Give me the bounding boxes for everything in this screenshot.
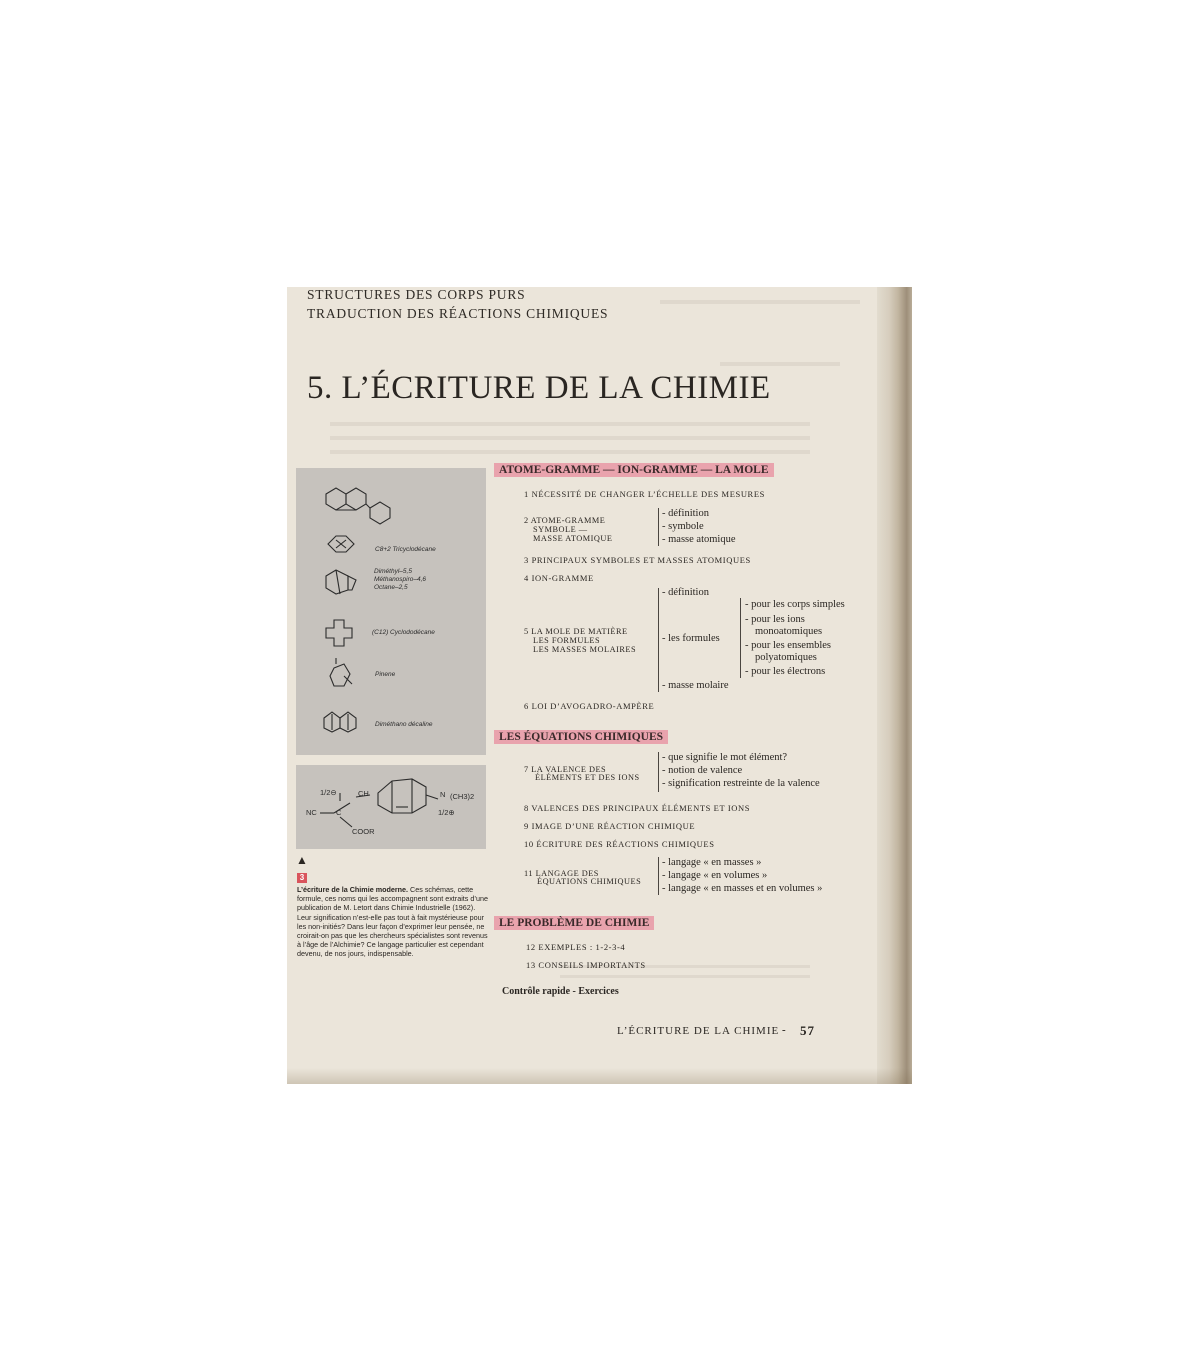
formula-nc: NC: [306, 808, 317, 817]
toc-sub-nested: - pour les ions: [745, 614, 805, 625]
toc-item-11-line1: 11 LANGAGE DES: [524, 869, 599, 878]
section-title-mole: ATOME-GRAMME — ION-GRAMME — LA MOLE: [494, 463, 774, 477]
label-methanospiro: Méthanospiro–4,6: [374, 576, 427, 583]
formula-ch3: (CH3)2: [450, 792, 475, 801]
formula-coor: COOR: [352, 827, 375, 836]
toc-item-10: 10 ÉCRITURE DES RÉACTIONS CHIMIQUES: [524, 839, 715, 849]
figure-caption: [297, 885, 490, 959]
show-through: [330, 450, 810, 454]
show-through: [660, 300, 860, 304]
formula-half-top: 1/2⊖: [320, 788, 337, 797]
section-title-probleme: LE PROBLÈME DE CHIMIE: [494, 916, 654, 930]
caption-text: Ces schémas, cette formule, ces noms qui les accompagnent sont extraits d’une publication de M. Letort dans Chimie Industrielle (1962). Leur signification n’est-elle pas tout à fait mystérieuse pour les non-initiés? Dans leur façon d’exprimer leur pensée, ne croirait-on pas que les chercheurs spécialistes sont revenus à l’âge de l’Alchimie? Ce langage particulier est cependant devenu, de nos jours, indispensable.: [297, 885, 488, 959]
toc-item-5-line3: LES MASSES MOLAIRES: [533, 645, 637, 654]
toc-item-2-line1: 2 ATOME-GRAMME: [524, 516, 606, 525]
toc-item-1: 1 NÉCESSITÉ DE CHANGER L’ÉCHELLE DES MESURES: [524, 489, 765, 499]
brace: [658, 508, 659, 546]
toc-item-5-line1: 5 LA MOLE DE MATIÈRE: [524, 627, 628, 636]
formula-half-bottom: 1/2⊕: [438, 808, 455, 817]
toc-sub-nested: polyatomiques: [755, 652, 817, 663]
toc-item-4: 4 ION-GRAMME: [524, 573, 594, 583]
toc-item-12: 12 EXEMPLES : 1-2-3-4: [526, 942, 626, 952]
toc-sub: - signification restreinte de la valence: [662, 778, 820, 789]
toc-sub: - langage « en masses »: [662, 857, 762, 868]
label-dimethanodecaline: Diméthano décaline: [375, 721, 433, 728]
toc-sub: - que signifie le mot élément?: [662, 752, 788, 763]
show-through: [330, 436, 810, 440]
page-title: 5. L’ÉCRITURE DE LA CHIMIE: [307, 370, 771, 406]
toc-sub-nested: - pour les ensembles: [745, 640, 832, 651]
label-dimethyl: Diméthyl–5,5: [374, 568, 412, 575]
section-title-equations: LES ÉQUATIONS CHIMIQUES: [494, 730, 668, 744]
chapter-header-line2: TRADUCTION DES RÉACTIONS CHIMIQUES: [307, 306, 609, 321]
controle-exercices: Contrôle rapide - Exercices: [502, 986, 619, 997]
formula-n: N: [440, 790, 446, 799]
toc-sub: - masse molaire: [662, 680, 729, 691]
toc-sub: - masse atomique: [662, 534, 736, 545]
toc-item-11-line2: ÉQUATIONS CHIMIQUES: [537, 877, 642, 886]
toc-item-2-line2: SYMBOLE —: [533, 525, 588, 534]
formula-figure: [296, 765, 486, 849]
toc-sub: - symbole: [662, 521, 704, 532]
toc-item-8: 8 VALENCES DES PRINCIPAUX ÉLÉMENTS ET IONS: [524, 803, 751, 813]
toc-sub-nested: - pour les corps simples: [745, 599, 845, 610]
brace: [658, 857, 659, 895]
toc-sub: - définition: [662, 587, 709, 598]
toc-item-9: 9 IMAGE D’UNE RÉACTION CHIMIQUE: [524, 821, 696, 831]
page-number: 57: [800, 1023, 815, 1038]
chapter-header-line1: STRUCTURES DES CORPS PURS: [307, 287, 526, 302]
toc-item-3: 3 PRINCIPAUX SYMBOLES ET MASSES ATOMIQUES: [524, 555, 751, 565]
show-through: [330, 422, 810, 426]
toc-item-6: 6 LOI D’AVOGADRO-AMPÈRE: [524, 701, 655, 711]
running-footer-title: L’ÉCRITURE DE LA CHIMIE: [617, 1025, 780, 1037]
brace: [658, 752, 659, 792]
brace: [740, 598, 741, 678]
brace: [658, 588, 659, 692]
toc-item-13: 13 CONSEILS IMPORTANTS: [526, 960, 646, 970]
show-through: [720, 362, 840, 366]
show-through: [560, 975, 810, 978]
toc-sub-nested: - pour les électrons: [745, 666, 826, 677]
toc-sub-nested: monoatomiques: [755, 626, 823, 637]
formula-c: C: [336, 808, 342, 817]
formula-ch: CH: [358, 789, 369, 798]
caption-title: L’écriture de la Chimie moderne.: [297, 885, 409, 894]
molecule-drawings: [296, 468, 486, 755]
toc-item-7-line1: 7 LA VALENCE DES: [524, 765, 607, 774]
book-spine: [877, 287, 912, 1084]
page-shadow: [287, 1068, 912, 1084]
molecule-figure: [296, 468, 486, 755]
triangle-arrow-icon: ▲: [296, 853, 308, 867]
toc-item-7-line2: ÉLÉMENTS ET DES IONS: [535, 773, 640, 782]
toc-item-5-line2: LES FORMULES: [533, 636, 601, 645]
toc-sub: - langage « en masses et en volumes »: [662, 883, 823, 894]
toc-sub: - langage « en volumes »: [662, 870, 768, 881]
figure-number-badge: 3: [297, 873, 307, 883]
toc-sub: - notion de valence: [662, 765, 743, 776]
label-pinene: Pinene: [375, 671, 396, 678]
toc-sub: - définition: [662, 508, 709, 519]
footer-dash: -: [782, 1024, 787, 1036]
formula-drawing: [296, 765, 486, 849]
label-cyclododecane: (C12) Cyclododécane: [372, 629, 435, 636]
toc-item-2-line3: MASSE ATOMIQUE: [533, 534, 613, 543]
label-octane: Octane–2,5: [374, 584, 408, 591]
toc-sub: - les formules: [662, 633, 720, 644]
label-tricyclodecane: C8+2 Tricyclodécane: [375, 546, 436, 553]
